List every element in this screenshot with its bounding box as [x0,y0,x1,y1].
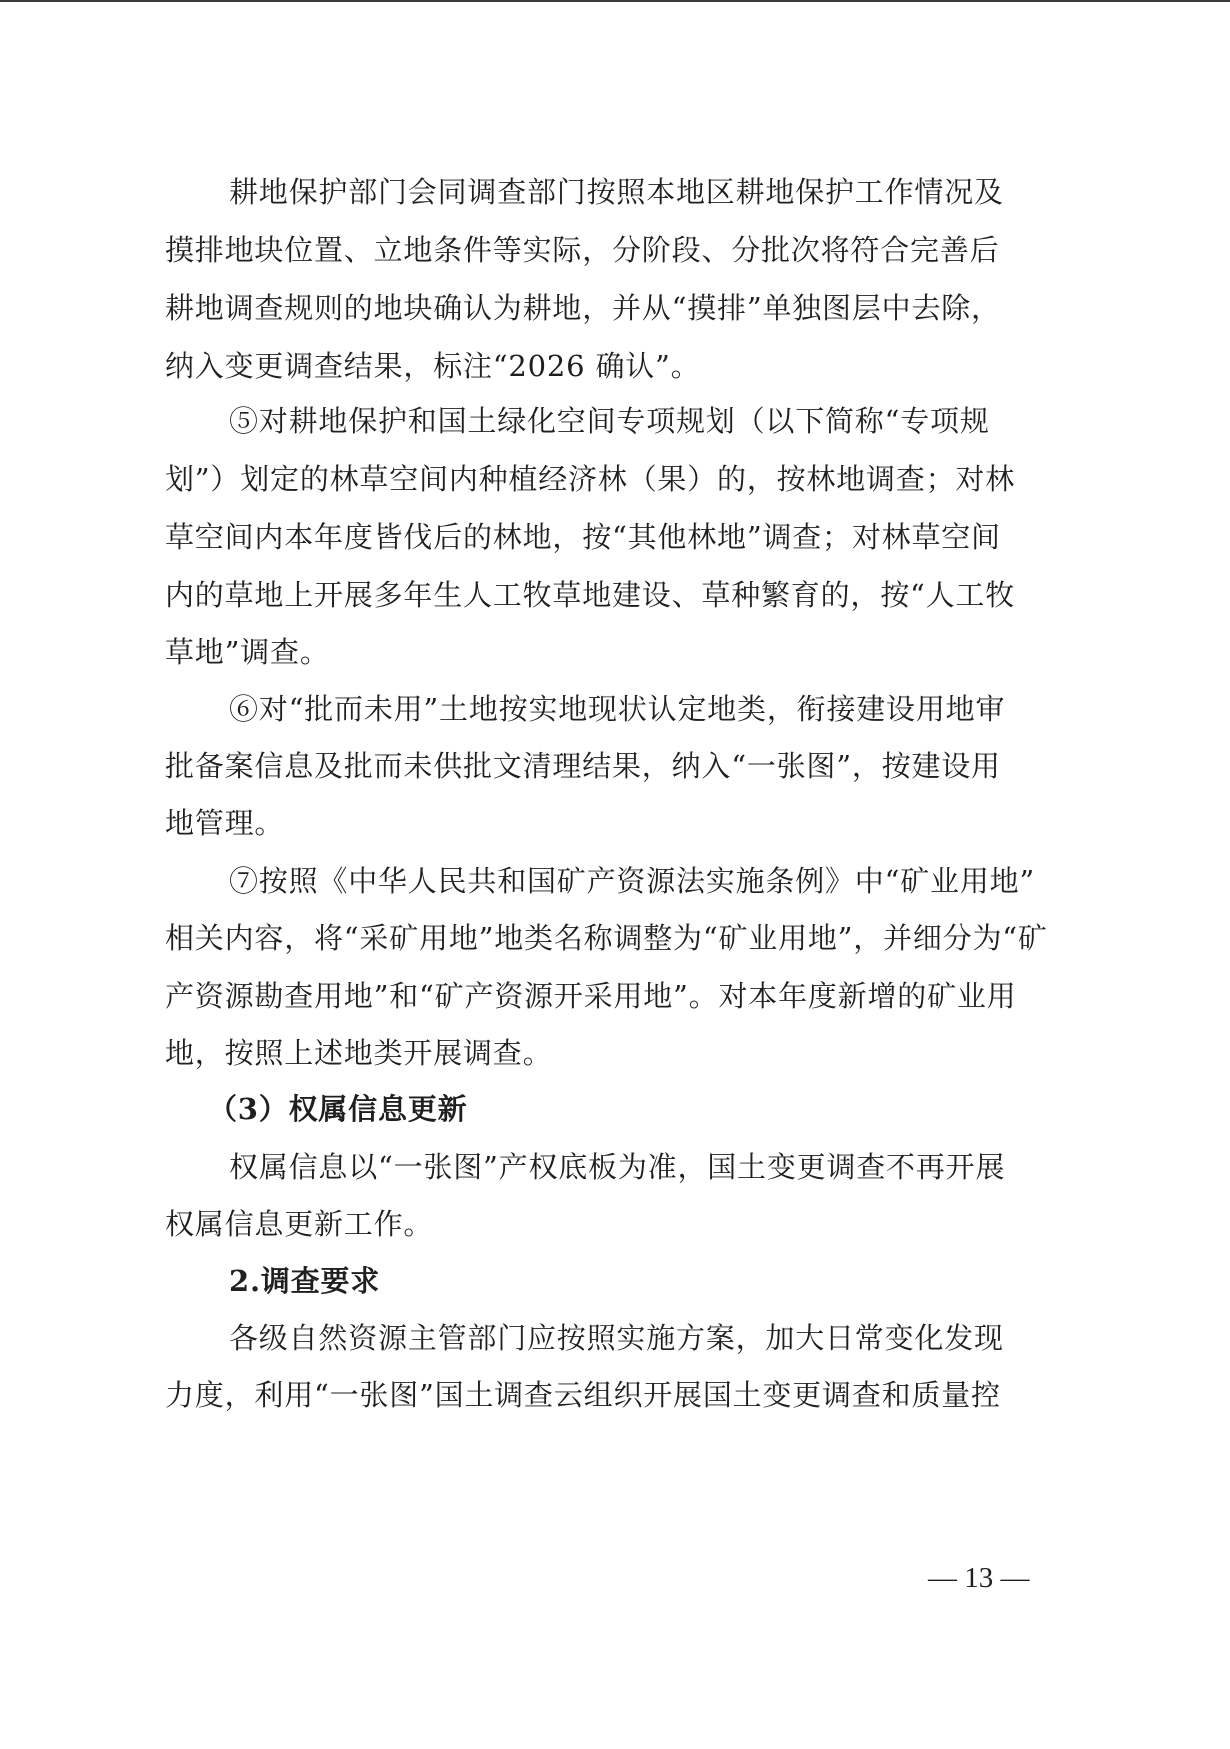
paragraph-line: 草空间内本年度皆伐后的林地，按“其他林地”调查；对林草空间 [165,520,1001,554]
paragraph-line: 划”）划定的林草空间内种植经济林（果）的，按林地调查；对林 [165,462,1016,496]
page-top-edge [0,0,1230,2]
paragraph-line: 权属信息更新工作。 [165,1207,434,1241]
paragraph-line: 纳入变更调查结果，标注“2026 确认”。 [165,349,701,383]
paragraph-line: 各级自然资源主管部门应按照实施方案，加大日常变化发现 [229,1321,1004,1355]
paragraph-line: 耕地调查规则的地块确认为耕地，并从“摸排”单独图层中去除， [165,291,1001,325]
paragraph-line: 相关内容，将“采矿用地”地类名称调整为“矿业用地”，并细分为“矿 [165,921,1048,955]
paragraph-line: 力度，利用“一张图”国土调查云组织开展国土变更调查和质量控 [165,1378,1001,1412]
paragraph-line: 内的草地上开展多年生人工牧草地建设、草种繁育的，按“人工牧 [165,578,1016,612]
paragraph-line: 地，按照上述地类开展调查。 [165,1036,553,1070]
section-heading: （3）权属信息更新 [208,1092,468,1126]
paragraph-line: 权属信息以“一张图”产权底板为准，国土变更调查不再开展 [229,1150,1006,1184]
paragraph-line: 草地”调查。 [165,635,330,669]
paragraph-line: 批备案信息及批而未供批文清理结果，纳入“一张图”，按建设用 [165,749,1001,783]
paragraph-line: 地管理。 [165,806,285,840]
paragraph-line: ⑤对耕地保护和国土绿化空间专项规划（以下简称“专项规 [229,404,990,438]
section-heading: 2.调查要求 [229,1264,381,1298]
page-number: — 13 — [928,1562,1030,1594]
paragraph-line: 耕地保护部门会同调查部门按照本地区耕地保护工作情况及 [229,175,1004,209]
paragraph-line: 摸排地块位置、立地条件等实际，分阶段、分批次将符合完善后 [165,233,1000,267]
paragraph-line: ⑦按照《中华人民共和国矿产资源法实施条例》中“矿业用地” [229,864,1036,898]
paragraph-line: 产资源勘查用地”和“矿产资源开采用地”。对本年度新增的矿业用 [165,979,1017,1013]
paragraph-line: ⑥对“批而未用”土地按实地现状认定地类，衔接建设用地审 [229,692,1006,726]
